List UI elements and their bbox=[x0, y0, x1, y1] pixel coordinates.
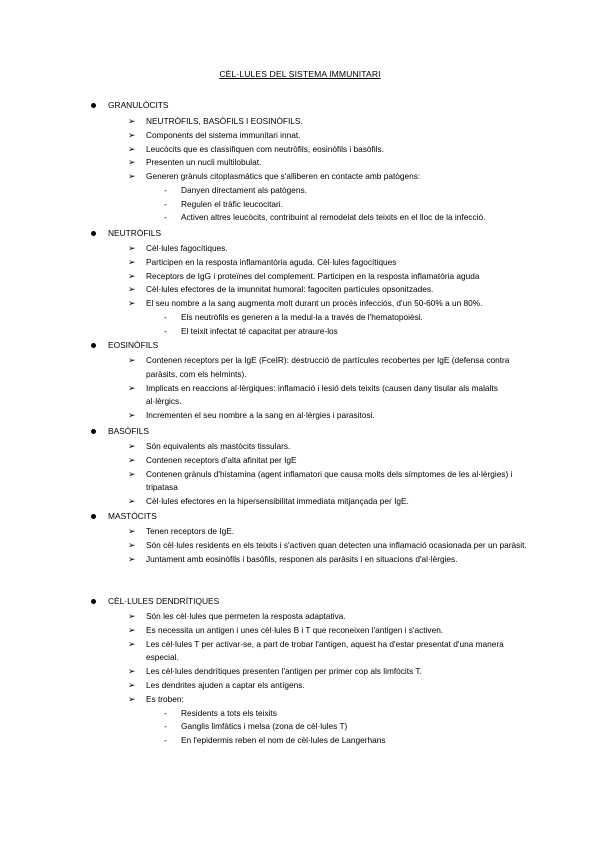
arrow-bullet-icon: ➢ bbox=[128, 382, 136, 393]
dash-bullet-icon: - bbox=[164, 198, 167, 209]
arrow-bullet-icon: ➢ bbox=[128, 496, 136, 507]
arrow-bullet-icon: ➢ bbox=[128, 553, 136, 564]
arrow-bullet-icon: ➢ bbox=[128, 171, 136, 182]
sub-item: - Activen altres leucòcits, contribuint al remodelat dels teixits en el lloc de la infecció. bbox=[0, 211, 600, 225]
arrow-bullet-icon: ➢ bbox=[128, 441, 136, 451]
list-item: ➢ Són les cèl·lules que permeten la resposta adaptativa. bbox=[0, 610, 600, 624]
arrow-bullet-icon: ➢ bbox=[128, 624, 136, 635]
bullet-icon bbox=[91, 429, 96, 434]
list-item: ➢ Són equivalents als mastòcits tissulars. bbox=[0, 440, 600, 454]
arrow-bullet-icon: ➢ bbox=[128, 539, 136, 550]
arrow-bullet-icon: ➢ bbox=[128, 129, 136, 140]
bullet-icon bbox=[91, 599, 96, 604]
dash-bullet-icon: - bbox=[164, 734, 167, 745]
bullet-icon bbox=[91, 514, 96, 519]
list-item: ➢ Cèl·lules efectores en la hipersensibilitat immediata mitjançada per IgE. bbox=[0, 495, 600, 509]
dash-bullet-icon: - bbox=[164, 184, 167, 195]
list-item: ➢ Contenen receptors per la IgE (FceIR): destrucció de partícules recobertes per IgE (defensa contra paràsits, com els helmints). bbox=[128, 355, 510, 379]
dash-bullet-icon: - bbox=[164, 212, 167, 223]
list-item: ➢ Cèl·lules fagocítiques. bbox=[0, 242, 600, 256]
list-item: ➢ Les dendrites ajuden a captar els antígens. bbox=[0, 679, 600, 693]
arrow-bullet-icon: ➢ bbox=[128, 468, 136, 479]
arrow-bullet-icon: ➢ bbox=[128, 410, 136, 421]
arrow-bullet-icon: ➢ bbox=[128, 157, 136, 168]
arrow-bullet-icon: ➢ bbox=[128, 526, 136, 536]
section-basofils bbox=[0, 426, 600, 509]
page-title: CÈL·LULES DEL SISTEMA IMMUNITARI bbox=[219, 69, 381, 79]
bullet-icon bbox=[91, 103, 96, 108]
list-item: ➢ Tenen receptors de IgE. bbox=[0, 525, 600, 539]
sub-item: - Ganglis limfàtics i melsa (zona de cèl·lules T) bbox=[0, 720, 600, 734]
arrow-bullet-icon: ➢ bbox=[128, 116, 136, 126]
arrow-bullet-icon: ➢ bbox=[128, 355, 136, 365]
list-item: ➢ El seu nombre a la sang augmenta molt durant un procés infecciós, d'un 50-60% a un 80%. bbox=[0, 297, 600, 311]
list-item: ➢ Cèl·lules efectores de la imunnitat humoral: fagociten partícules opsonitzades. bbox=[0, 283, 600, 297]
list-item: ➢ Contenen receptors d'alta afinitat per IgE bbox=[0, 454, 600, 468]
dash-bullet-icon: - bbox=[164, 721, 167, 732]
list-item: ➢ Juntament amb eosinòfils i basòfils, responen als paràsits i en situacions d'al·lèrgies. bbox=[0, 553, 600, 567]
bullet-icon bbox=[91, 343, 96, 348]
arrow-bullet-icon: ➢ bbox=[128, 666, 136, 677]
arrow-bullet-icon: ➢ bbox=[128, 298, 136, 309]
sub-item: - Danyen directament als patògens. bbox=[0, 184, 600, 198]
arrow-bullet-icon: ➢ bbox=[128, 143, 136, 154]
arrow-bullet-icon: ➢ bbox=[128, 638, 136, 649]
list-item: ➢ Generen grànuls citoplasmàtics que s'alliberen en contacte amb patògens: bbox=[0, 170, 600, 184]
section-heading: NEUTRÒFILS bbox=[0, 228, 600, 240]
sub-item: - Residents a tots els teixits bbox=[0, 707, 600, 721]
bullet-icon bbox=[91, 231, 96, 236]
section-heading: MASTÒCITS bbox=[0, 511, 600, 523]
dash-bullet-icon: - bbox=[164, 311, 167, 322]
section-mastocits bbox=[0, 511, 600, 566]
list-item: ➢ Implicats en reaccions al·lèrgiques: inflamació i lesió dels teixits (causen dany tisular als malalts al·lèrgics. bbox=[128, 382, 498, 407]
arrow-bullet-icon: ➢ bbox=[128, 270, 136, 281]
list-item: ➢ Receptors de IgG i proteïnes del complement. Participen en la resposta inflamatòria aguda bbox=[0, 270, 600, 284]
sub-item: - En l'epidermis reben el nom de cèl·lules de Langerhans bbox=[0, 734, 600, 748]
sub-item: - Regulen el tràfic leucocitari. bbox=[0, 198, 600, 212]
section-heading: GRANULÒCITS bbox=[0, 100, 600, 112]
sub-item: - Els neutròfils es generen a la medul·la a través de l'hematopoièsi. bbox=[0, 311, 600, 325]
section-dendritiques bbox=[0, 596, 600, 747]
section-heading: CÈL·LULES DENDRÍTIQUES bbox=[0, 596, 600, 608]
section-granulocits bbox=[0, 100, 600, 225]
section-neutrofils bbox=[0, 228, 600, 338]
arrow-bullet-icon: ➢ bbox=[128, 243, 136, 253]
list-item: ➢ Leucòcits que es classifiquen com neutròfils, eosinòfils i basòfils. bbox=[0, 143, 600, 157]
list-item: ➢ Contenen grànuls d'histamina (agent inflamatori que causa molts dels símptomes de les al·lèrgies) i tripatasa bbox=[128, 468, 513, 493]
list-item: ➢ NEUTRÒFILS, BASÒFILS I EOSINÒFILS. bbox=[0, 115, 600, 129]
section-heading: BASÒFILS bbox=[0, 426, 600, 438]
list-item: ➢ Són cèl·lules residents en els teixits i s'activen quan detecten una inflamació ocasionada per un paràsit. bbox=[0, 539, 600, 553]
arrow-bullet-icon: ➢ bbox=[128, 256, 136, 267]
list-item: ➢ Les cèl·lules dendrítiques presenten l'antigen per primer cop als limfòcits T. bbox=[0, 665, 600, 679]
arrow-bullet-icon: ➢ bbox=[128, 284, 136, 295]
list-item: ➢ Components del sistema immunitari innat. bbox=[0, 129, 600, 143]
list-item: ➢ Es troben: bbox=[0, 693, 600, 707]
arrow-bullet-icon: ➢ bbox=[128, 454, 136, 465]
section-heading: EOSINÒFILS bbox=[0, 340, 600, 352]
list-item: ➢ Presenten un nucli multilobulat. bbox=[0, 156, 600, 170]
list-item: ➢ Incrementen el seu nombre a la sang en al·lèrgies i parasitosi. bbox=[0, 409, 600, 423]
list-item: ➢ Participen en la resposta inflamantòria aguda. Cèl·lules fagocítiques bbox=[0, 256, 600, 270]
arrow-bullet-icon: ➢ bbox=[128, 611, 136, 621]
arrow-bullet-icon: ➢ bbox=[128, 679, 136, 690]
list-item: ➢ Les cèl·lules T per activar-se, a part de trobar l'antigen, aquest ha d'estar presentat d'una manera especial. bbox=[128, 638, 504, 663]
arrow-bullet-icon: ➢ bbox=[128, 693, 136, 704]
section-eosinofils bbox=[0, 340, 600, 423]
dash-bullet-icon: - bbox=[164, 707, 167, 718]
dash-bullet-icon: - bbox=[164, 325, 167, 336]
sub-item: - El teixit infectat té capacitat per atraure-los bbox=[0, 325, 600, 339]
list-item: ➢ Es necessita un antigen i unes cèl·lules B i T que reconeixen l'antigen i s'activen. bbox=[0, 624, 600, 638]
